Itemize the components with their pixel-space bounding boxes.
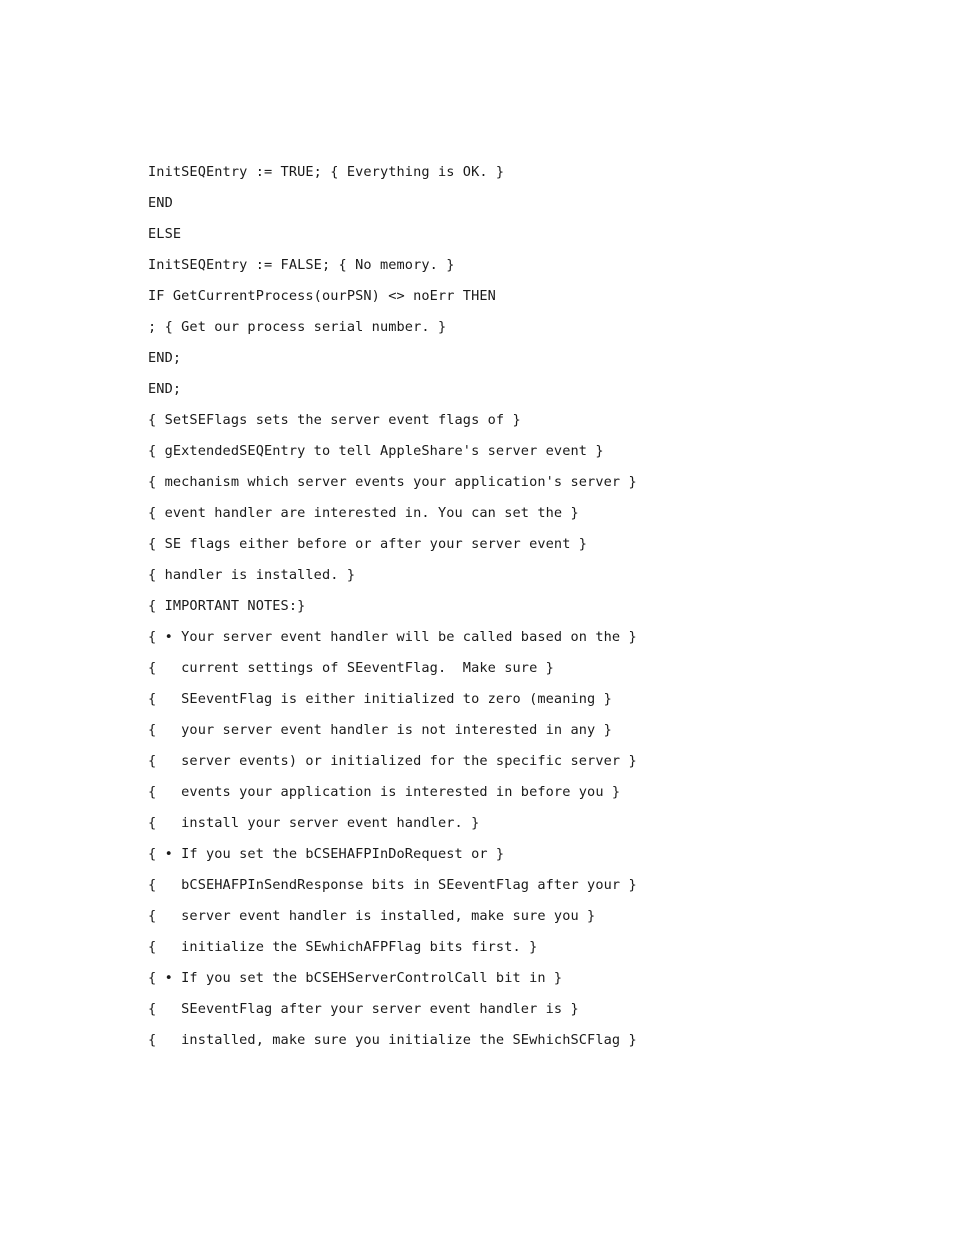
code-line: InitSEQEntry := FALSE; { No memory. } [148,257,455,273]
code-line: END; [148,350,182,366]
code-line: { events your application is interested in before you } [148,784,621,800]
code-line: { server event handler is installed, make sure you } [148,908,596,924]
code-line: { IMPORTANT NOTES:} [148,598,306,614]
code-line: ELSE [148,226,182,242]
code-line: { • Your server event handler will be called based on the } [148,629,637,645]
code-line: END; [148,381,182,397]
code-listing [148,157,908,1056]
code-line: { server events) or initialized for the specific server } [148,753,637,769]
code-line: END [148,195,173,211]
code-line: { SEeventFlag after your server event handler is } [148,1001,579,1017]
code-line: { bCSEHAFPInSendResponse bits in SEeventFlag after your } [148,877,637,893]
code-line: { SetSEFlags sets the server event flags of } [148,412,521,428]
code-line: IF GetCurrentProcess(ourPSN) <> noErr THEN [148,288,496,304]
code-line: { installed, make sure you initialize the SEwhichSCFlag } [148,1032,637,1048]
code-line: { initialize the SEwhichAFPFlag bits first. } [148,939,538,955]
code-line: ; { Get our process serial number. } [148,319,447,335]
code-line: { event handler are interested in. You can set the } [148,505,579,521]
code-line: { • If you set the bCSEHAFPInDoRequest or } [148,846,505,862]
code-line: { install your server event handler. } [148,815,480,831]
code-line: InitSEQEntry := TRUE; { Everything is OK. } [148,164,505,180]
code-line: { mechanism which server events your application's server } [148,474,637,490]
code-line: { SE flags either before or after your server event } [148,536,588,552]
code-line: { • If you set the bCSEHServerControlCall bit in } [148,970,563,986]
code-line: { gExtendedSEQEntry to tell AppleShare's server event } [148,443,604,459]
code-line: { your server event handler is not interested in any } [148,722,612,738]
code-line: { SEeventFlag is either initialized to zero (meaning } [148,691,612,707]
code-line: { current settings of SEeventFlag. Make sure } [148,660,554,676]
code-line: { handler is installed. } [148,567,356,583]
